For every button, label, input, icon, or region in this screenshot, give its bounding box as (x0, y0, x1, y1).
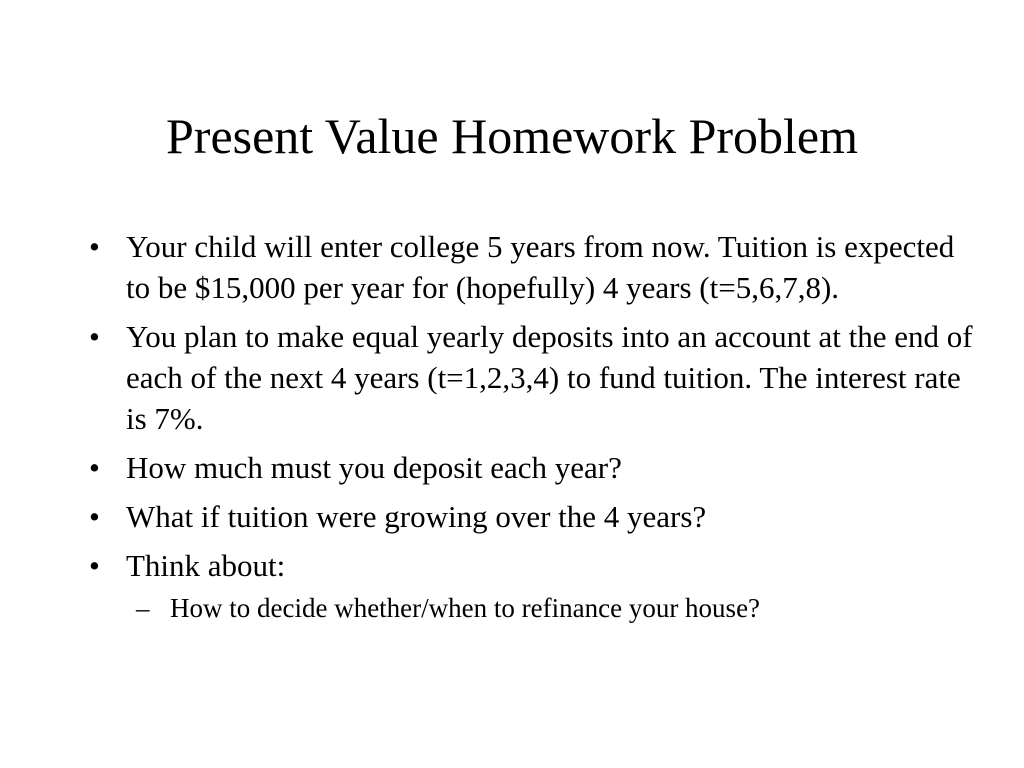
bullet-marker: • (89, 499, 100, 534)
sub-bullet-text: How to decide whether/when to refinance your house? (170, 593, 761, 623)
sub-bullet-marker: – (136, 593, 150, 623)
bullet-text: How much must you deposit each year? (126, 450, 622, 485)
bullet-marker: • (89, 319, 100, 354)
bullet-text: What if tuition were growing over the 4 years? (126, 499, 707, 534)
bullet-marker: • (89, 450, 100, 485)
bullet-item (85, 316, 985, 439)
bullet-item (85, 226, 985, 308)
bullet-text: You plan to make equal yearly deposits into an account at the end of each of the next 4 years (t=1,2,3,4) to fund tuition. The interest rate is 7%. (126, 319, 973, 436)
bullet-text: Think about: (126, 548, 286, 583)
bullet-item (85, 496, 985, 537)
bullet-marker: • (89, 229, 100, 264)
slide-title: Present Value Homework Problem (165, 108, 859, 164)
bullet-list (85, 226, 985, 634)
bullet-item (85, 447, 985, 488)
sub-bullet-item (82, 590, 985, 626)
bullet-text: Your child will enter college 5 years from now. Tuition is expected to be $15,000 per year for (hopefully) 4 years (t=5,6,7,8). (126, 229, 955, 305)
sub-bullet-list (126, 590, 985, 626)
bullet-marker: • (89, 548, 100, 583)
bullet-item (85, 545, 985, 626)
